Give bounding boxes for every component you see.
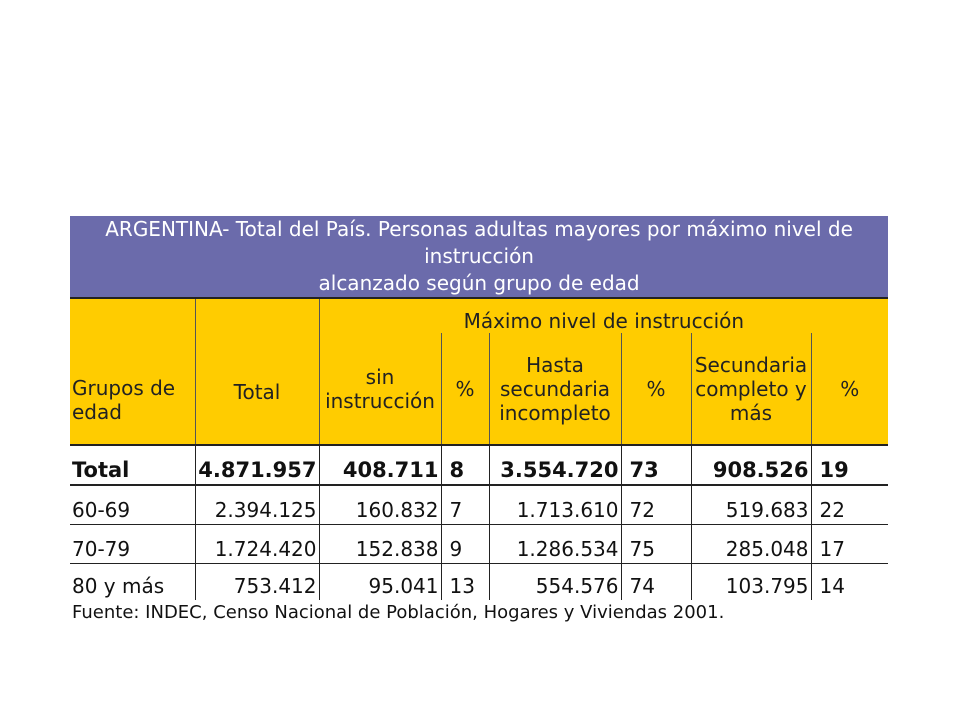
col-header-pct-hasta: % <box>621 333 691 445</box>
cell-hasta: 3.554.720 <box>489 445 621 485</box>
group-header-max-level: Máximo nivel de instrucción <box>319 298 888 333</box>
cell-total: 1.724.420 <box>195 525 319 564</box>
cell-total: 753.412 <box>195 564 319 601</box>
col-header-age-group: Grupos de edad <box>70 298 195 445</box>
cell-pct-sin: 7 <box>441 485 489 525</box>
cell-pct-sin: 8 <box>441 445 489 485</box>
cell-sec: 519.683 <box>691 485 811 525</box>
cell-pct-sec: 14 <box>811 564 888 601</box>
col-header-total: Total <box>195 298 319 445</box>
cell-hasta: 1.286.534 <box>489 525 621 564</box>
cell-age: Total <box>70 445 195 485</box>
cell-total: 2.394.125 <box>195 485 319 525</box>
data-table-container <box>70 216 888 600</box>
cell-total: 4.871.957 <box>195 445 319 485</box>
col-header-pct-secundaria: % <box>811 333 888 445</box>
cell-pct-sec: 17 <box>811 525 888 564</box>
education-table <box>70 216 888 600</box>
col-header-pct-sin: % <box>441 333 489 445</box>
cell-sin: 160.832 <box>319 485 441 525</box>
table-title <box>70 216 888 298</box>
col-header-sin-instruccion: sin instrucción <box>319 333 441 445</box>
table-title-line2: alcanzado según grupo de edad <box>318 271 640 295</box>
cell-age: 80 y más <box>72 574 165 598</box>
cell-pct-sin: 9 <box>441 525 489 564</box>
cell-sin: 408.711 <box>319 445 441 485</box>
cell-sec: 908.526 <box>691 445 811 485</box>
cell-sin: 95.041 <box>319 564 441 601</box>
table-row <box>70 485 888 525</box>
table-row-total <box>70 445 888 485</box>
cell-hasta: 554.576 <box>489 564 621 601</box>
cell-sin: 152.838 <box>319 525 441 564</box>
table-row <box>70 564 888 601</box>
cell-pct-sin: 13 <box>441 564 489 601</box>
table-title-line1: ARGENTINA- Total del País. Personas adultas mayores por máximo nivel de instrucción <box>105 217 853 268</box>
table-row <box>70 525 888 564</box>
cell-sec: 285.048 <box>691 525 811 564</box>
col-header-secundaria-completa: Secundaria completo y más <box>691 333 811 445</box>
source-note: Fuente: INDEC, Censo Nacional de Población, Hogares y Viviendas 2001. <box>72 602 725 623</box>
cell-pct-hasta: 73 <box>621 445 691 485</box>
cell-pct-sec: 19 <box>811 445 888 485</box>
cell-pct-hasta: 72 <box>621 485 691 525</box>
cell-hasta: 1.713.610 <box>489 485 621 525</box>
cell-pct-hasta: 74 <box>621 564 691 601</box>
cell-age: 60-69 <box>70 485 195 525</box>
cell-sec: 103.795 <box>691 564 811 601</box>
cell-pct-sec: 22 <box>811 485 888 525</box>
col-header-hasta-secundaria: Hasta secundaria incompleto <box>489 333 621 445</box>
cell-age: 70-79 <box>70 525 195 564</box>
cell-pct-hasta: 75 <box>621 525 691 564</box>
